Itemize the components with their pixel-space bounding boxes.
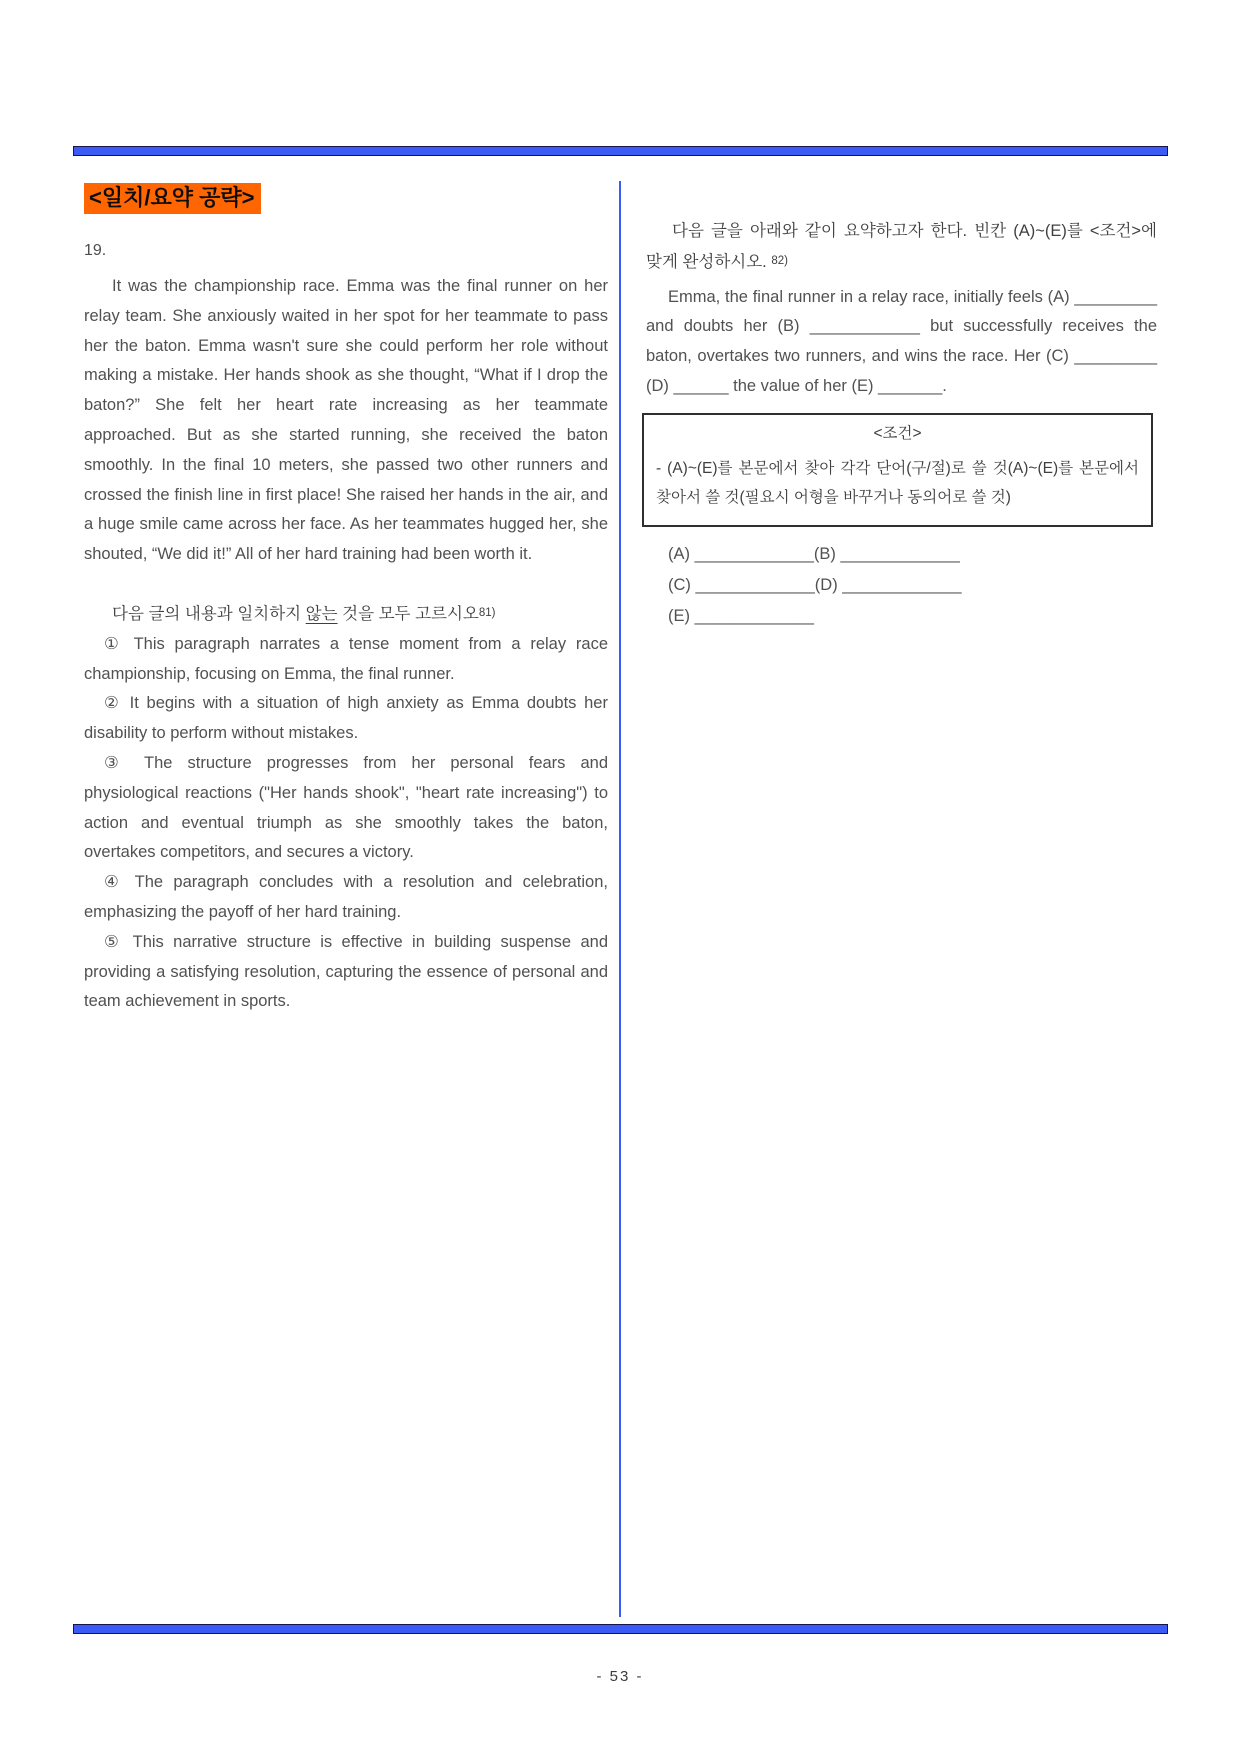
option-2-text: It begins with a situation of high anxiety as Emma doubts her disability to perform without mistakes. xyxy=(84,694,608,743)
passage-text: It was the championship race. Emma was the final runner on her relay team. She anxiously waited in her spot for her teammate to pass her the baton. Emma wasn't sure she could perform her role without making a mistake. Her hands shook as she thought, “What if I drop the baton?” She felt her heart rate increasing as her teammate approached. But as she started running, she received the baton smoothly. In the final 10 meters, she passed two other runners and crossed the finish line in first place! She raised her hands in the air, and a huge smile came across her face. As her teammates hugged her, she shouted, “We did it!” All of her hard training had been worth it. xyxy=(84,277,608,564)
option-4-marker: ④ xyxy=(104,873,125,892)
option-1-text: This paragraph narrates a tense moment from a relay race championship, focusing on Emma, the final runner. xyxy=(84,634,608,683)
question-number: 19. xyxy=(84,242,107,259)
condition-body: - (A)~(E)를 본문에서 찾아 각각 단어(구/절)로 쓸 것(A)~(E)를 본문에서 찾아서 쓸 것(필요시 어형을 바꾸거나 동의어로 쓸 것) xyxy=(656,459,1139,507)
condition-box xyxy=(642,413,1153,527)
right-column xyxy=(646,216,1157,632)
question-prefix: 다음 글의 내용과 일치하지 xyxy=(112,604,306,623)
option-5 xyxy=(84,928,608,1017)
option-3-marker: ③ xyxy=(104,753,130,772)
top-rule xyxy=(73,146,1168,156)
question-underlined-word: 않는 xyxy=(305,604,338,623)
question-prompt xyxy=(84,599,608,630)
option-5-marker: ⑤ xyxy=(104,932,124,951)
option-4 xyxy=(84,868,608,928)
option-4-text: The paragraph concludes with a resolution and celebration, emphasizing the payoff of her hard training. xyxy=(84,873,608,921)
option-5-text: This narrative structure is effective in building suspense and providing a satisfying resolution, capturing the essence of personal and team achievement in sports. xyxy=(84,932,608,1011)
bottom-rule xyxy=(73,1624,1168,1634)
condition-title: <조건> xyxy=(873,424,922,442)
option-2 xyxy=(84,689,608,749)
option-2-marker: ② xyxy=(104,694,122,713)
answer-line-cd: (C) _____________(D) _____________ xyxy=(668,575,962,594)
question-suffix: 것을 모두 고르시오 xyxy=(337,604,479,623)
page-number: - 53 - xyxy=(596,1668,644,1685)
summary-instruction-text: 다음 글을 아래와 같이 요약하고자 한다. 빈칸 (A)~(E)를 <조건>에 맞게 완성하시오. xyxy=(646,222,1157,272)
section-badge: <일치/요약 공략> xyxy=(84,183,261,214)
answer-blanks xyxy=(646,539,1157,632)
option-1 xyxy=(84,630,608,690)
summary-paragraph: Emma, the final runner in a relay race, initially feels (A) _________ and doubts her (B) ____________ but successfully receives the baton, overtakes two runners, and wins the race. Her (C) _________ (D) ______ the value of her (E) _______. xyxy=(646,287,1157,395)
answer-line-e: (E) _____________ xyxy=(668,606,814,625)
footnote-81: 81) xyxy=(478,606,496,619)
summary-instruction xyxy=(646,216,1157,278)
option-3 xyxy=(84,749,608,868)
footnote-82: 82) xyxy=(771,255,788,268)
left-column xyxy=(84,183,608,1017)
option-1-marker: ① xyxy=(104,634,125,653)
answer-line-ab: (A) _____________(B) _____________ xyxy=(668,544,960,563)
column-divider-line xyxy=(619,181,621,1617)
option-3-text: The structure progresses from her personal fears and physiological reactions ("Her hands shook", "heart rate increasing") to action and eventual triumph as she smoothly takes the baton, overtakes competitors, and secures a victory. xyxy=(84,753,608,862)
